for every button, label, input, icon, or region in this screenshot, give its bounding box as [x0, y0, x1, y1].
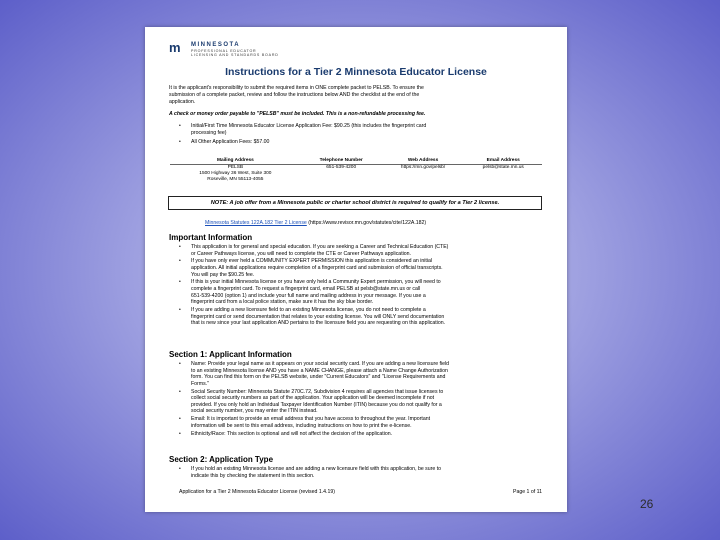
section1-heading: Section 1: Applicant Information: [169, 350, 292, 359]
web-address[interactable]: https://mn.gov/pelsb/: [400, 165, 446, 170]
bullet-icon: •: [179, 416, 181, 423]
list-item-line: 651-539-4200 (option 1) and include your full name and mailing address in your message. If you use a: [191, 292, 426, 299]
list-item-line: You will pay the $90.25 fee.: [191, 271, 255, 278]
bullet-icon: •: [179, 279, 181, 286]
minnesota-m-icon: m: [169, 40, 180, 55]
list-item-line: form. You can find this form on the PELSB website, under "Current Educators" and "License Requirements and: [191, 374, 446, 381]
bullet-icon: •: [179, 307, 181, 313]
list-item-line: If you hold an existing Minnesota license and are adding a new licensure field with this application, be sure to: [191, 466, 442, 472]
bullet-icon: •: [179, 361, 181, 367]
list-item-line: Social Security Number: Minnesota Statute 270C.72, Subdivision 4 requires all agencies that issue licenses to: [191, 388, 444, 395]
fee-item: All Other Application Fees: $57.00: [191, 139, 270, 145]
table-header: Web Address: [382, 157, 465, 165]
job-offer-note: NOTE: A job offer from a Minnesota public or charter school district is required to qualify for a Tier 2 license.: [168, 196, 542, 210]
telephone-number: 651-539-4200: [326, 165, 357, 170]
footer-title: Application for a Tier 2 Minnesota Educator License (revised 1.4.19): [179, 489, 335, 495]
bullet-icon: •: [179, 139, 181, 145]
table-header: Mailing Address: [170, 157, 301, 165]
list-item-line: Name: Provide your legal name as it appears on your social security card. If you are adding a new licensure field: [191, 361, 450, 367]
intro-line: It is the applicant's responsibility to submit the required items in ONE complete packet to PELSB. To ensure the: [169, 85, 424, 91]
bullet-icon: •: [179, 123, 181, 129]
address-line: PELSB: [227, 165, 244, 170]
statute-link[interactable]: Minnesota Statutes 122A.182 Tier 2 License: [205, 220, 307, 226]
list-item-line: or Career Pathways license, you will need to complete the CTE or Career Pathways application.: [191, 250, 411, 257]
document-title: Instructions for a Tier 2 Minnesota Educator License: [225, 66, 487, 78]
section2-heading: Section 2: Application Type: [169, 455, 274, 464]
bullet-icon: •: [179, 466, 181, 472]
slide-number: 26: [640, 497, 654, 511]
list-item-line: that is new since your last application AND pertains to the licensure field you are requesting on this application.: [191, 320, 446, 327]
list-item-line: provided. If you only hold an Individual Taxpayer Identification Number (ITIN) because you do not qualify for a: [191, 401, 442, 408]
intro-line: application.: [169, 99, 196, 105]
mailing-address: [170, 165, 301, 184]
fee-item: Initial/First Time Minnesota Educator License Application Fee: $90.25 (this includes the fingerprint card: [191, 123, 427, 129]
list-item-line: If you are adding a new licensure field to an existing Minnesota license, you do not need to complete a: [191, 307, 426, 313]
bullet-icon: •: [179, 388, 181, 395]
list-item-line: Email: It is important to provide an email address that you have access to throughout the year. Important: [191, 416, 431, 423]
logo-line: LICENSING AND STANDARDS BOARD: [191, 53, 279, 58]
fee-note: A check or money order payable to "PELSB" must be included. This is a non-refundable processing fee.: [169, 111, 426, 117]
address-line: Roseville, MN 55113-4055: [207, 177, 264, 183]
statute-url: (https://www.revisor.mn.gov/statutes/cite/122A.182): [306, 220, 427, 226]
list-item-line: information will be sent to this email address, including instructions on how to print the e-license.: [191, 422, 412, 429]
address-line: 1500 Highway 36 West, Suite 300: [199, 171, 272, 177]
intro-line: submission of a complete packet, review and follow the instructions below AND the checklist at the end of the: [169, 92, 420, 98]
bullet-icon: •: [179, 430, 181, 437]
footer-page: Page 1 of 11: [513, 489, 543, 495]
table-header: Email Address: [464, 157, 542, 165]
list-item-line: complete a fingerprint card. To request a fingerprint card, email PELSB at pelsb@state.mn.us or call: [191, 286, 421, 292]
list-item-line: If this is your initial Minnesota license or you have only held a Community Expert permission, you will need to: [191, 279, 441, 286]
logo-subtitle: [191, 49, 279, 57]
address-table: [170, 157, 542, 184]
email-address[interactable]: pelsb@state.mn.us: [482, 165, 524, 170]
list-item-line: to an existing Minnesota license AND you have a NAME CHANGE, please attach a Name Change Authorization: [191, 367, 448, 374]
list-item-line: This application is for general and special education. If you are seeking a Career and Technical Education (CTE): [191, 244, 449, 250]
list-item-line: social security number, you may enter the ITIN instead.: [191, 408, 318, 415]
list-item-line: collect social security numbers as part of the application. Your application will be deemed incomplete if not: [191, 395, 435, 402]
bullet-icon: •: [179, 258, 181, 265]
list-item-line: fingerprint card or send documentation that relates to your existing license. You will ONLY send documentation: [191, 313, 445, 320]
fee-item: processing fee): [191, 130, 227, 136]
logo-line: PROFESSIONAL EDUCATOR: [191, 49, 257, 53]
list-item-line: If you have only ever held a COMMUNITY EXPERT PERMISSION this application is considered an initial: [191, 258, 433, 265]
table-header: Telephone Number: [301, 157, 382, 165]
list-item-line: fingerprint card from a local police station, make sure it has the sky blue border.: [191, 299, 374, 306]
list-item-line: Forms.": [191, 380, 209, 387]
list-item-line: Ethnicity/Race: This section is optional and will not affect the decision of the application.: [191, 430, 393, 437]
statute-reference: [205, 220, 426, 227]
list-item-line: indicate this by checking the statement in this section.: [191, 472, 315, 479]
document-page: [145, 27, 567, 512]
bullet-icon: •: [179, 244, 181, 250]
list-item-line: application. All initial applications require completion of a fingerprint card and submission of official transcripts.: [191, 265, 443, 271]
logo-brand: MINNESOTA: [191, 42, 241, 48]
important-heading: Important Information: [169, 233, 253, 242]
